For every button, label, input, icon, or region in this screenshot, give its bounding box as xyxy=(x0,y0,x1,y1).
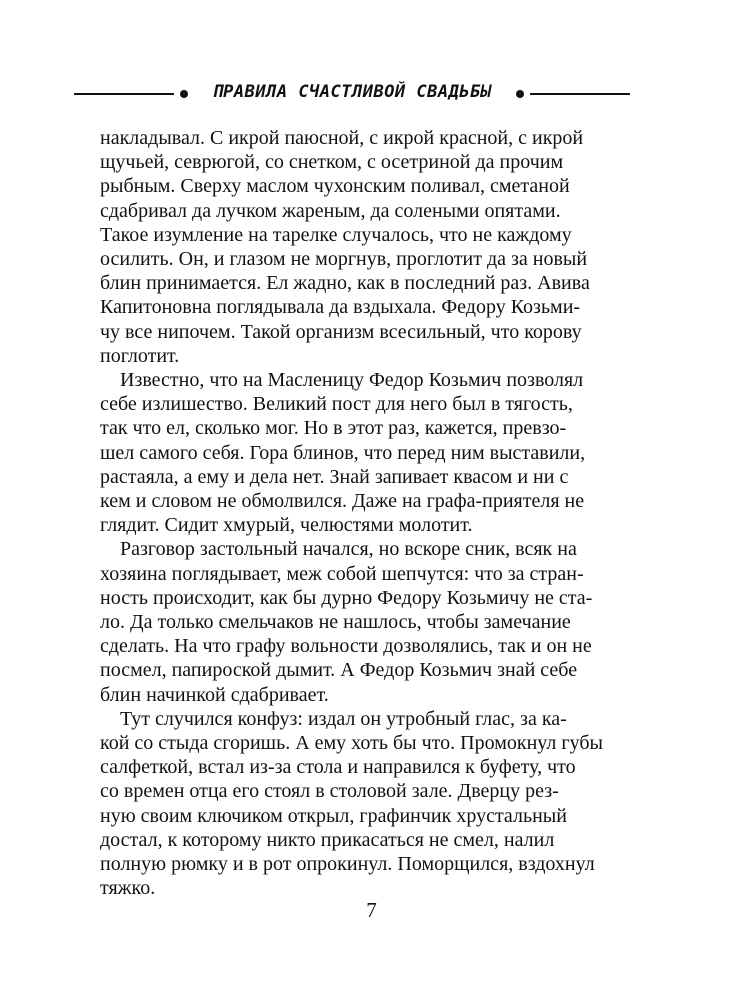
text-line: блин принимается. Ел жадно, как в последний раз. Авива xyxy=(100,272,590,295)
text-line: чу все нипочем. Такой организм всесильный, что корову xyxy=(100,320,582,343)
text-line: посмел, папироской дымит. А Федор Козьмич знай себе xyxy=(100,659,578,682)
text-line: блин начинкой сдабривает. xyxy=(100,683,329,706)
text-line: сделать. На что графу вольности дозволялись, так и он не xyxy=(100,635,592,658)
text-line: ную своим ключиком открыл, графинчик хрустальный xyxy=(100,804,567,827)
text-line: ность происходит, как бы дурно Федору Козьмичу не ста- xyxy=(100,586,593,609)
text-line: себе излишество. Великий пост для него был в тягость, xyxy=(100,393,573,416)
header-bullet-left xyxy=(180,90,188,98)
text-line: шел самого себя. Гора блинов, что перед ним выставили, xyxy=(100,441,586,464)
header-bullet-right xyxy=(516,90,524,98)
text-line: рыбным. Сверху маслом чухонским поливал, сметаной xyxy=(100,175,570,198)
running-header xyxy=(74,81,630,107)
text-line: так что ел, сколько мог. Но в этот раз, кажется, превзо- xyxy=(100,417,567,440)
header-rule-right xyxy=(530,93,630,95)
text-line: салфеткой, встал из-за стола и направился к буфету, что xyxy=(100,756,576,779)
text-line: Капитоновна поглядывала да вздыхала. Федору Козьми- xyxy=(100,296,581,319)
text-line: накладывал. С икрой паюсной, с икрой красной, с икрой xyxy=(100,127,584,149)
text-line: со времен отца его стоял в столовой зале. Дверцу рез- xyxy=(100,780,559,803)
text-line: сдабривал да лучком жареным, да солеными опятами. xyxy=(100,199,561,222)
body-text xyxy=(100,126,630,901)
text-line: ло. Да только смельчаков не нашлось, чтобы замечание xyxy=(100,611,571,634)
header-rule-left xyxy=(74,93,174,95)
text-line: кем и словом не обмолвился. Даже на графа-приятеля не xyxy=(100,490,585,513)
text-line: Такое изумление на тарелке случалось, что не каждому xyxy=(100,223,572,246)
text-line: Известно, что на Масленицу Федор Козьмич позволял xyxy=(100,369,584,392)
text-line: осилить. Он, и глазом не моргнув, проглотит да за новый xyxy=(100,248,588,271)
text-line: щучьей, севрюгой, со снетком, с осетриной да прочим xyxy=(100,151,564,174)
page-number: 7 xyxy=(366,898,377,922)
running-title: ПРАВИЛА СЧАСТЛИВОЙ СВАДЬБЫ xyxy=(212,82,492,102)
text-line: Разговор застольный начался, но вскоре сник, всяк на xyxy=(100,538,577,561)
text-line: хозяина поглядывает, меж собой шепчутся: что за стран- xyxy=(100,562,584,585)
text-line: глядит. Сидит хмурый, челюстями молотит. xyxy=(100,514,473,537)
text-line: полную рюмку и в рот опрокинул. Поморщился, вздохнул xyxy=(100,853,595,876)
text-line: растаяла, а ему и дела нет. Знай запивает квасом и ни с xyxy=(100,465,569,488)
text-line: поглотит. xyxy=(100,344,180,367)
text-line: достал, к которому никто прикасаться не смел, налил xyxy=(100,828,555,851)
text-line: тяжко. xyxy=(100,877,156,900)
text-line: Тут случился конфуз: издал он утробный глас, за ка- xyxy=(100,707,567,730)
text-line: кой со стыда сгоришь. А ему хоть бы что. Промокнул губы xyxy=(100,732,603,755)
